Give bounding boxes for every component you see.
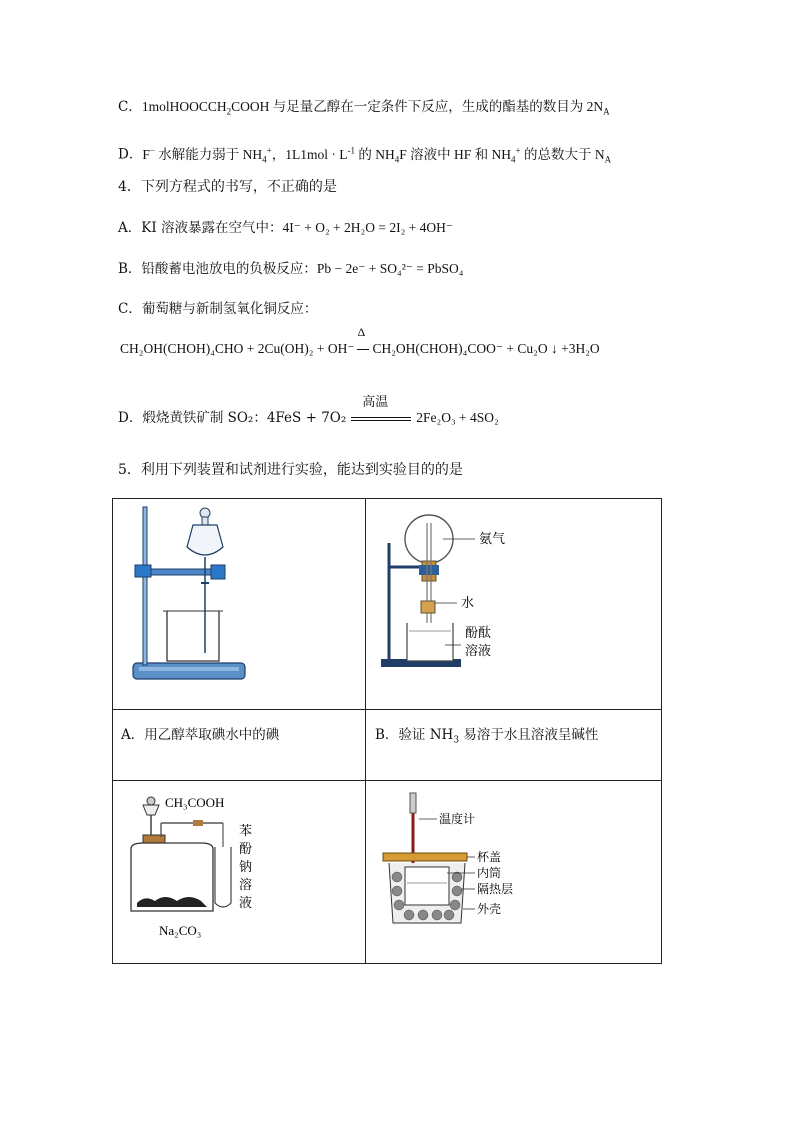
option-d-text: F− 水解能力弱于 $NH_4^+$，$1L1mol \cdot L^{-1}$ 的 $NH_4F$ 溶液中 HF 和 $NH_4^+$ 的总数大于 $N_A$ — [142, 145, 612, 165]
label-outer-shell: 外壳 — [477, 902, 502, 916]
option-c-text: 1molHOOCCH$_2$COOH 与足量乙醇在一定条件下反应，生成的酯基的数目为 $2N_A$ — [141, 99, 610, 117]
q4-option-b: B．铅酸蓄电池放电的负极反应：Pb − 2e⁻ + SO₄²⁻ = PbSO₄ — [118, 261, 464, 277]
apparatus-a-figure — [123, 503, 363, 703]
q4-option-b-equation: Pb − 2e⁻ + SO₄²⁻ = PbSO₄ — [316, 261, 464, 276]
option-d-line: D．F− 水解能力弱于 $NH_4^+$，$1L1mol \cdot L^{-1}$ 的 $NH_4F$ 溶液中 HF 和 $NH_4^+$ 的总数大于 $N_A$ — [118, 145, 612, 165]
label-reagent-5: 液 — [239, 895, 253, 910]
question-4-title: 4．下列方程式的书写，不正确的是 — [118, 179, 337, 195]
label-phenolphthalein: 酚酞 — [465, 625, 492, 640]
delta-condition: Δ — [357, 325, 366, 339]
label-inner-cup: 内筒 — [477, 866, 502, 880]
label-thermometer: 温度计 — [439, 812, 476, 826]
question-5-title: 5．利用下列装置和试剂进行实验，能达到实验目的的是 — [118, 462, 463, 478]
label-acetic-acid: CH₃COOH — [165, 795, 225, 810]
label-sodium-carbonate: Na₂CO₃ — [159, 923, 202, 938]
q4-option-a: A．KI 溶液暴露在空气中：4I⁻ + O₂ + 2H₂O = 2I₂ + 4OH⁻ — [118, 220, 454, 236]
label-solution: 溶液 — [465, 643, 492, 658]
q4-option-d: D．煅烧黄铁矿制 SO₂：4FeS + 7O₂ 高温 2Fe₂O₃ + 4SO₂ — [118, 395, 499, 426]
label-lid: 杯盖 — [477, 850, 502, 864]
label-reagent-4: 溶 — [239, 877, 253, 892]
cell-a-label: A．用乙醇萃取碘水中的碘 — [121, 727, 280, 743]
apparatus-table — [112, 498, 662, 964]
label-ammonia: 氨气 — [479, 531, 506, 546]
apparatus-c-figure — [121, 787, 361, 959]
label-water: 水 — [461, 595, 475, 610]
cell-b-label: B．验证 $NH_3$ 易溶于水且溶液呈碱性 — [375, 727, 599, 746]
q4-option-c: C．葡萄糖与新制氢氧化铜反应： — [118, 301, 318, 317]
q4-option-a-equation: 4I⁻ + O₂ + 2H₂O = 2I₂ + 4OH⁻ — [282, 220, 454, 235]
label-reagent-3: 钠 — [239, 859, 253, 874]
apparatus-b-figure — [375, 503, 655, 703]
high-temp-condition: 高温 — [362, 395, 389, 410]
apparatus-d-figure — [375, 787, 655, 959]
label-insulation: 隔热层 — [477, 882, 514, 896]
label-reagent-2: 酚 — [239, 841, 253, 856]
label-reagent-1: 苯 — [239, 823, 253, 838]
q4-option-c-equation: CH₂OH(CHOH)₄CHO + 2Cu(OH)₂ + OH⁻ Δ CH₂OH(CHOH)₄COO⁻ + Cu₂O ↓ +3H₂O — [120, 339, 600, 359]
option-c-line: C．1molHOOCCH$_2$COOH 与足量乙醇在一定条件下反应，生成的酯基的数目为 $2N_A$ — [118, 99, 610, 117]
